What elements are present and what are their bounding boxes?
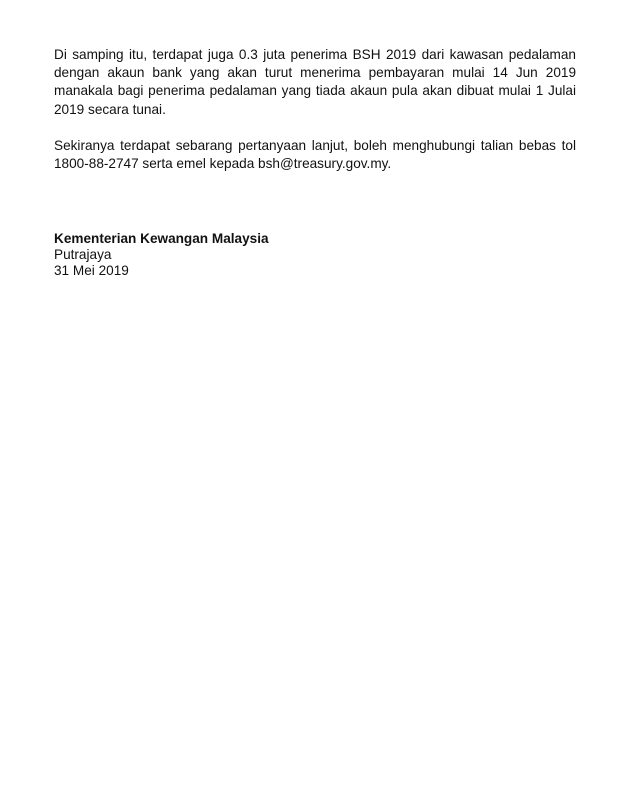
signature-organization: Kementerian Kewangan Malaysia (54, 231, 269, 246)
signature-block (54, 231, 454, 280)
paragraph-rural-recipients: Di samping itu, terdapat juga 0.3 juta penerima BSH 2019 dari kawasan pedalaman dengan akaun bank yang akan turut menerima pembayaran mulai 14 Jun 2019 manakala bagi penerima pedalaman yang tiada akaun pula akan dibuat mulai 1 Julai 2019 secara tunai. (54, 47, 576, 117)
paragraph-contact-info: Sekiranya terdapat sebarang pertanyaan lanjut, boleh menghubungi talian bebas tol 1800-88-2747 serta emel kepada bsh@treasury.gov.my. (54, 137, 576, 172)
signature-place: Putrajaya (54, 247, 112, 263)
document-body (54, 46, 576, 173)
signature-date: 31 Mei 2019 (54, 263, 129, 279)
